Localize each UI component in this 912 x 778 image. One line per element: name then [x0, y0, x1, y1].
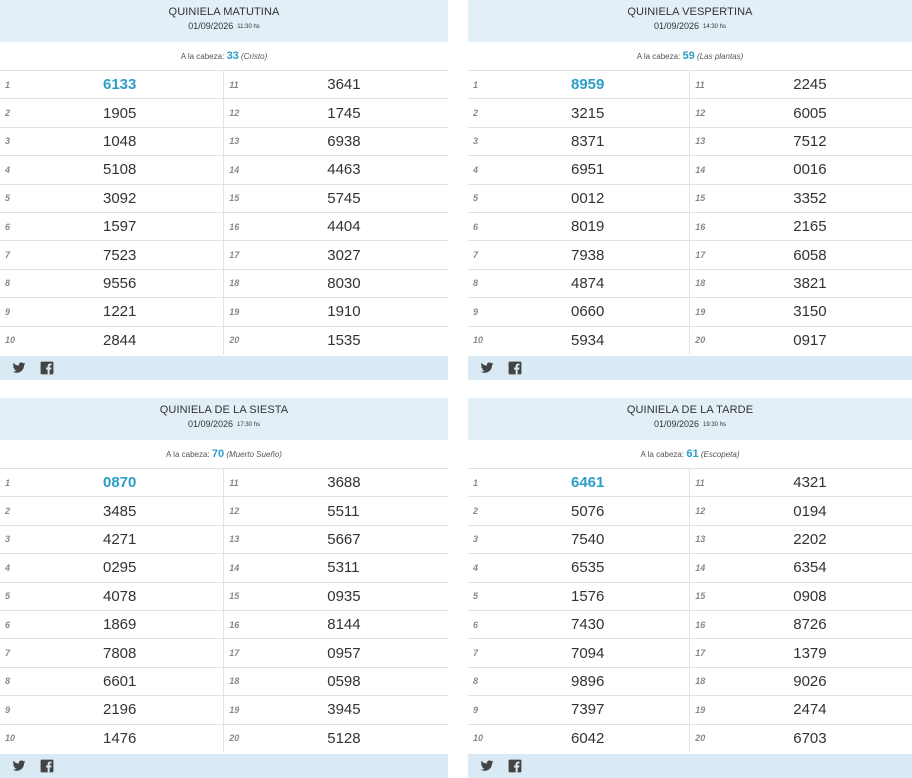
result-number: 8144: [257, 610, 448, 638]
table-row: [0, 127, 448, 155]
result-number: 7938: [501, 241, 690, 269]
result-number: 5311: [257, 554, 448, 582]
position: 5: [0, 184, 33, 212]
result-number: 0908: [723, 582, 912, 610]
result-number: 0917: [723, 326, 912, 354]
result-number: 9026: [723, 667, 912, 695]
result-number: 3688: [257, 469, 448, 497]
position: 20: [690, 326, 724, 354]
table-row: [468, 326, 912, 354]
table-row: [468, 469, 912, 497]
position: 2: [0, 99, 33, 127]
position: 13: [690, 127, 724, 155]
cabeza-line: [0, 42, 448, 70]
share-bar: [0, 754, 448, 778]
result-number: 1221: [33, 298, 224, 326]
table-row: [0, 469, 448, 497]
position: 17: [690, 241, 724, 269]
result-number: 4078: [33, 582, 224, 610]
position: 16: [690, 610, 724, 638]
result-number: 6058: [723, 241, 912, 269]
position: 14: [224, 554, 258, 582]
position: 7: [468, 241, 501, 269]
position: 5: [468, 184, 501, 212]
table-row: [0, 724, 448, 752]
result-number: 5934: [501, 326, 690, 354]
result-number: 3092: [33, 184, 224, 212]
position: 15: [690, 582, 724, 610]
table-row: [468, 212, 912, 240]
panel-time: 11:30 hs: [237, 24, 260, 30]
panel-title: QUINIELA DE LA TARDE: [626, 404, 754, 416]
position: 17: [224, 639, 258, 667]
position: 11: [690, 71, 724, 99]
facebook-icon[interactable]: [40, 361, 54, 375]
share-bar: [0, 356, 448, 380]
panel-header: [468, 398, 912, 440]
result-number: 6005: [723, 99, 912, 127]
cabeza-label: A la cabeza:: [636, 52, 681, 61]
panel-header: [468, 0, 912, 42]
table-row: [468, 554, 912, 582]
position: 13: [224, 525, 258, 553]
result-number: 1535: [257, 326, 448, 354]
position: 18: [690, 667, 724, 695]
position: 11: [224, 469, 258, 497]
position: 19: [224, 298, 258, 326]
position: 12: [224, 99, 258, 127]
position: 15: [224, 184, 258, 212]
share-bar: [468, 754, 912, 778]
result-number: 6703: [723, 724, 912, 752]
position: 11: [690, 469, 724, 497]
position: 6: [0, 610, 33, 638]
position: 10: [468, 724, 501, 752]
position: 8: [0, 667, 33, 695]
result-number: 0012: [501, 184, 690, 212]
table-row: [0, 525, 448, 553]
result-number: 8959: [501, 71, 690, 99]
result-number: 6535: [501, 554, 690, 582]
result-number: 8371: [501, 127, 690, 155]
position: 15: [224, 582, 258, 610]
position: 9: [468, 298, 501, 326]
panel-datetime: [0, 21, 448, 31]
result-number: 2165: [723, 212, 912, 240]
position: 3: [0, 127, 33, 155]
result-number: 5511: [257, 497, 448, 525]
position: 10: [468, 326, 501, 354]
position: 3: [468, 127, 501, 155]
result-number: 8019: [501, 212, 690, 240]
table-row: [468, 667, 912, 695]
result-number: 1910: [257, 298, 448, 326]
position: 13: [224, 127, 258, 155]
result-number: 0660: [501, 298, 690, 326]
table-row: [0, 156, 448, 184]
result-number: 3215: [501, 99, 690, 127]
result-number: 3945: [257, 696, 448, 724]
table-row: [0, 184, 448, 212]
position: 17: [224, 241, 258, 269]
position: 20: [224, 724, 258, 752]
panel-date: 01/09/2026: [653, 419, 699, 429]
result-number: 9896: [501, 667, 690, 695]
position: 4: [468, 554, 501, 582]
table-row: [468, 639, 912, 667]
result-number: 0870: [33, 469, 224, 497]
twitter-icon[interactable]: [12, 361, 26, 375]
position: 4: [0, 156, 33, 184]
result-number: 3150: [723, 298, 912, 326]
cabeza-number: 33: [226, 50, 239, 62]
position: 4: [0, 554, 33, 582]
panel-tarde: [468, 398, 912, 778]
position: 10: [0, 724, 33, 752]
result-number: 6951: [501, 156, 690, 184]
position: 2: [0, 497, 33, 525]
result-number: 4321: [723, 469, 912, 497]
position: 8: [468, 667, 501, 695]
results-table: [468, 70, 912, 354]
cabeza-label: A la cabeza:: [640, 450, 685, 459]
result-number: 8030: [257, 269, 448, 297]
position: 19: [690, 696, 724, 724]
position: 12: [690, 99, 724, 127]
result-number: 6601: [33, 667, 224, 695]
position: 20: [690, 724, 724, 752]
result-number: 3485: [33, 497, 224, 525]
result-number: 9556: [33, 269, 224, 297]
table-row: [468, 696, 912, 724]
result-number: 3027: [257, 241, 448, 269]
facebook-icon[interactable]: [508, 759, 522, 773]
table-row: [0, 497, 448, 525]
share-bar: [468, 356, 912, 380]
position: 18: [224, 667, 258, 695]
twitter-icon[interactable]: [480, 759, 494, 773]
result-number: 5667: [257, 525, 448, 553]
table-row: [0, 554, 448, 582]
facebook-icon[interactable]: [508, 361, 522, 375]
facebook-icon[interactable]: [40, 759, 54, 773]
result-number: 3641: [257, 71, 448, 99]
table-row: [0, 639, 448, 667]
panel-time: 19:30 hs: [703, 422, 727, 428]
result-number: 5128: [257, 724, 448, 752]
position: 16: [690, 212, 724, 240]
result-number: 2245: [723, 71, 912, 99]
panel-vespertina: [468, 0, 912, 380]
panel-datetime: [0, 419, 448, 429]
cabeza-label: A la cabeza:: [180, 52, 225, 61]
result-number: 0295: [33, 554, 224, 582]
panel-date: 01/09/2026: [653, 21, 699, 31]
result-number: 0957: [257, 639, 448, 667]
position: 2: [468, 497, 501, 525]
position: 3: [468, 525, 501, 553]
position: 5: [468, 582, 501, 610]
cabeza-meaning: (Las plantas): [697, 52, 744, 61]
result-number: 1745: [257, 99, 448, 127]
result-number: 4874: [501, 269, 690, 297]
table-row: [468, 71, 912, 99]
cabeza-line: [0, 440, 448, 468]
result-number: 3352: [723, 184, 912, 212]
position: 19: [224, 696, 258, 724]
position: 20: [224, 326, 258, 354]
result-number: 1597: [33, 212, 224, 240]
panel-date: 01/09/2026: [187, 419, 233, 429]
table-row: [0, 212, 448, 240]
result-number: 5745: [257, 184, 448, 212]
table-row: [0, 610, 448, 638]
position: 12: [690, 497, 724, 525]
result-number: 5076: [501, 497, 690, 525]
panel-time: 17:30 hs: [237, 422, 261, 428]
result-number: 7808: [33, 639, 224, 667]
panel-header: [0, 0, 448, 42]
table-row: [468, 497, 912, 525]
result-number: 7523: [33, 241, 224, 269]
position: 9: [0, 696, 33, 724]
position: 11: [224, 71, 258, 99]
result-number: 7430: [501, 610, 690, 638]
position: 5: [0, 582, 33, 610]
cabeza-number: 61: [686, 448, 699, 460]
table-row: [0, 582, 448, 610]
result-number: 6133: [33, 71, 224, 99]
result-number: 1869: [33, 610, 224, 638]
position: 16: [224, 212, 258, 240]
table-row: [468, 525, 912, 553]
result-number: 2202: [723, 525, 912, 553]
panel-time: 14:30 hs: [703, 24, 727, 30]
position: 19: [690, 298, 724, 326]
panel-title: QUINIELA MATUTINA: [168, 6, 280, 18]
table-row: [468, 582, 912, 610]
result-number: 6938: [257, 127, 448, 155]
position: 9: [0, 298, 33, 326]
position: 3: [0, 525, 33, 553]
position: 7: [0, 639, 33, 667]
position: 12: [224, 497, 258, 525]
cabeza-line: [468, 440, 912, 468]
position: 14: [690, 554, 724, 582]
cabeza-number: 70: [211, 448, 225, 460]
result-number: 4463: [257, 156, 448, 184]
position: 18: [690, 269, 724, 297]
result-number: 7397: [501, 696, 690, 724]
table-row: [468, 610, 912, 638]
position: 1: [468, 71, 501, 99]
result-number: 5108: [33, 156, 224, 184]
result-number: 1576: [501, 582, 690, 610]
table-row: [468, 298, 912, 326]
result-number: 1905: [33, 99, 224, 127]
twitter-icon[interactable]: [12, 759, 26, 773]
position: 6: [468, 610, 501, 638]
position: 17: [690, 639, 724, 667]
position: 18: [224, 269, 258, 297]
table-row: [468, 724, 912, 752]
cabeza-number: 59: [682, 50, 695, 62]
table-row: [468, 99, 912, 127]
result-number: 1048: [33, 127, 224, 155]
result-number: 4404: [257, 212, 448, 240]
result-number: 8726: [723, 610, 912, 638]
cabeza-line: [468, 42, 912, 70]
position: 10: [0, 326, 33, 354]
panel-header: [0, 398, 448, 440]
panel-siesta: [0, 398, 448, 778]
table-row: [0, 99, 448, 127]
position: 1: [0, 71, 33, 99]
result-number: 3821: [723, 269, 912, 297]
position: 7: [0, 241, 33, 269]
cabeza-label: A la cabeza:: [166, 450, 210, 459]
table-row: [0, 241, 448, 269]
result-number: 6042: [501, 724, 690, 752]
position: 6: [468, 212, 501, 240]
panel-datetime: [468, 21, 912, 31]
results-table: [0, 70, 448, 354]
position: 7: [468, 639, 501, 667]
result-number: 4271: [33, 525, 224, 553]
position: 1: [0, 469, 33, 497]
table-row: [0, 667, 448, 695]
result-number: 2474: [723, 696, 912, 724]
result-number: 7540: [501, 525, 690, 553]
position: 2: [468, 99, 501, 127]
panel-datetime: [468, 419, 912, 429]
table-row: [468, 269, 912, 297]
position: 15: [690, 184, 724, 212]
table-row: [0, 269, 448, 297]
table-row: [468, 156, 912, 184]
result-number: 6461: [501, 469, 690, 497]
panel-date: 01/09/2026: [188, 21, 234, 31]
result-number: 0194: [723, 497, 912, 525]
panel-title: QUINIELA VESPERTINA: [627, 6, 753, 18]
cabeza-meaning: (Muerto Sueño): [226, 450, 282, 459]
position: 8: [0, 269, 33, 297]
position: 9: [468, 696, 501, 724]
table-row: [468, 127, 912, 155]
table-row: [468, 241, 912, 269]
table-row: [0, 696, 448, 724]
result-number: 6354: [723, 554, 912, 582]
cabeza-meaning: (Cristo): [241, 52, 268, 61]
result-number: 0016: [723, 156, 912, 184]
results-table: [0, 468, 448, 752]
table-row: [0, 326, 448, 354]
position: 1: [468, 469, 501, 497]
panel-matutina: [0, 0, 448, 380]
result-number: 2844: [33, 326, 224, 354]
result-number: 2196: [33, 696, 224, 724]
position: 6: [0, 212, 33, 240]
position: 8: [468, 269, 501, 297]
table-row: [0, 71, 448, 99]
position: 16: [224, 610, 258, 638]
result-number: 0598: [257, 667, 448, 695]
result-number: 0935: [257, 582, 448, 610]
result-number: 1379: [723, 639, 912, 667]
position: 14: [690, 156, 724, 184]
position: 4: [468, 156, 501, 184]
result-number: 7512: [723, 127, 912, 155]
cabeza-meaning: (Escopeta): [700, 450, 740, 459]
panel-title: QUINIELA DE LA SIESTA: [159, 404, 289, 416]
table-row: [468, 184, 912, 212]
table-row: [0, 298, 448, 326]
position: 14: [224, 156, 258, 184]
result-number: 7094: [501, 639, 690, 667]
result-number: 1476: [33, 724, 224, 752]
position: 13: [690, 525, 724, 553]
results-table: [468, 468, 912, 752]
twitter-icon[interactable]: [480, 361, 494, 375]
